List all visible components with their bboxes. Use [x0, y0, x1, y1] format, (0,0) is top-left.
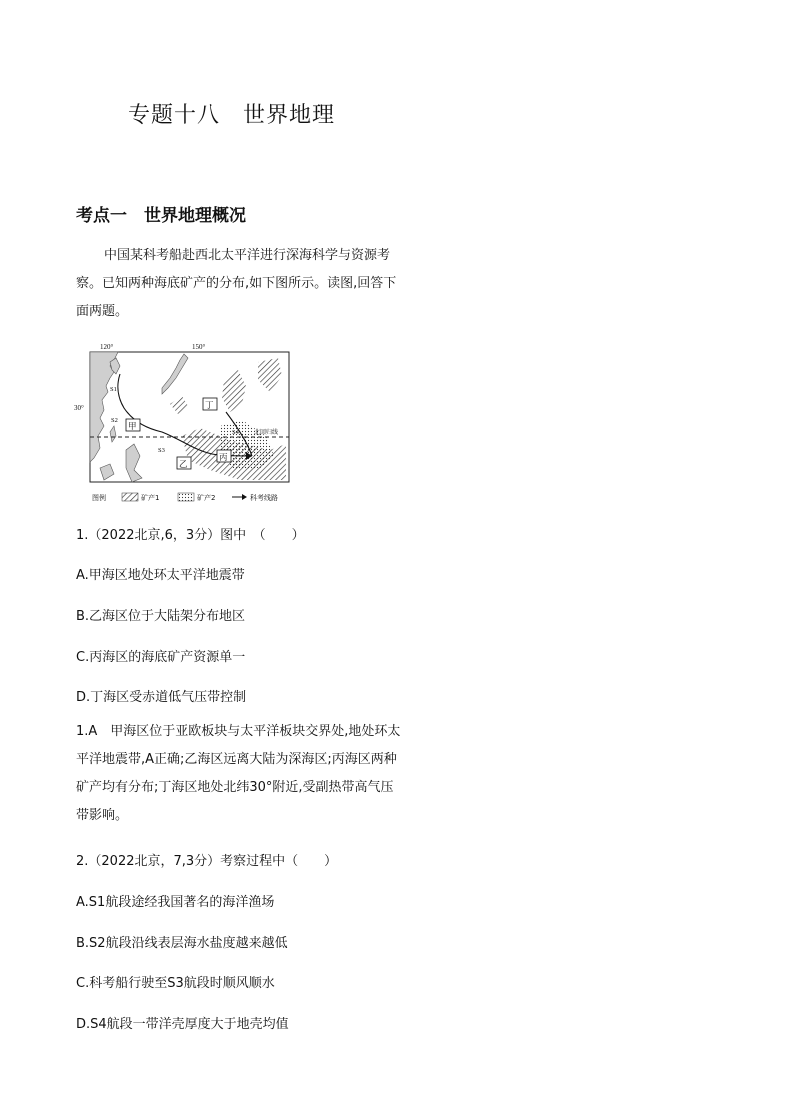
- area-label-bing: 丙: [219, 453, 228, 463]
- segment-label-s4: S4: [232, 429, 239, 436]
- q2-option-c: C.科考船行驶至S3航段时顺风顺水: [76, 976, 275, 991]
- legend-mineral2-swatch: [178, 493, 194, 501]
- area-label-yi: 乙: [179, 460, 188, 470]
- legend-mineral1-swatch: [122, 493, 138, 501]
- legend-title: 图例: [92, 494, 106, 502]
- map-figure: [70, 340, 292, 508]
- section-heading: 考点一 世界地理概况: [76, 206, 246, 226]
- page-title: 专题十八 世界地理: [128, 103, 336, 128]
- area-label-jia: 甲: [128, 422, 137, 432]
- segment-label-s2: S2: [111, 417, 118, 424]
- intro-paragraph: 中国某科考船赴西北太平洋进行深海科学与资源考察。已知两种海底矿产的分布,如下图所示。读图,回答下面两题。: [76, 248, 397, 319]
- lon-label-150: 150°: [192, 343, 206, 351]
- lat-label-30: 30°: [74, 404, 84, 412]
- q1-option-d: D.丁海区受赤道低气压带控制: [76, 690, 247, 705]
- q2-option-b: B.S2航段沿线表层海水盐度越来越低: [76, 936, 288, 951]
- legend-route-label: 科考线路: [250, 494, 278, 502]
- lon-label-120: 120°: [100, 343, 114, 351]
- legend-mineral2-label: 矿产2: [197, 494, 216, 502]
- legend-mineral1-label: 矿产1: [141, 494, 160, 502]
- legend-route-arrow: [242, 494, 247, 500]
- q1-stem: 1.（2022北京,6，3分）图中 （ ）: [76, 528, 305, 543]
- q2-option-a: A.S1航段途经我国著名的海洋渔场: [76, 895, 275, 910]
- segment-label-s3: S3: [158, 447, 165, 454]
- q2-option-d: D.S4航段一带洋壳厚度大于地壳均值: [76, 1017, 289, 1032]
- tropic-label: 北回归线: [254, 429, 279, 436]
- q1-option-b: B.乙海区位于大陆架分布地区: [76, 609, 246, 624]
- q2-stem: 2.（2022北京，7,3分）考察过程中（ ）: [76, 854, 338, 869]
- area-label-ding: 丁: [205, 401, 214, 411]
- q1-option-c: C.丙海区的海底矿产资源单一: [76, 650, 246, 665]
- q1-option-a: A.甲海区地处环太平洋地震带: [76, 568, 245, 583]
- a1-explanation: 1.A 甲海区位于亚欧板块与太平洋板块交界处,地处环太平洋地震带,A正确;乙海区远离大陆为深海区;丙海区两种矿产均有分布;丁海区地处北纬30°附近,受副热带高气压带影响。: [76, 724, 401, 823]
- segment-label-s1: S1: [110, 386, 117, 393]
